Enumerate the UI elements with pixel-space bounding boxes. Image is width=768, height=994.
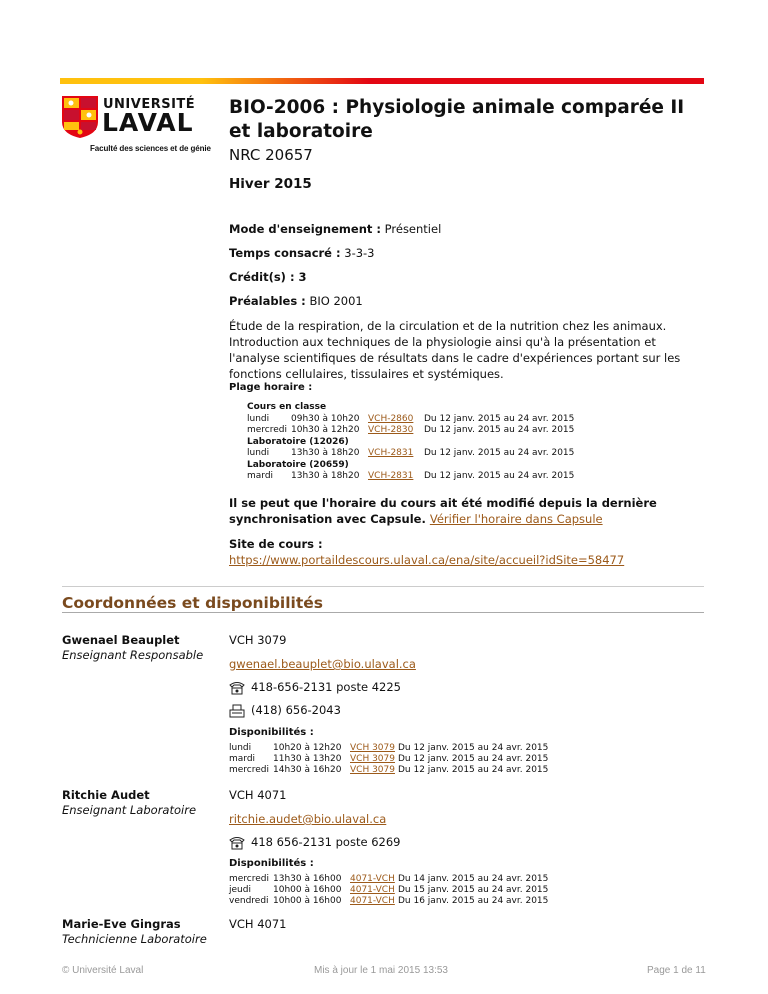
availability-room-link[interactable]: 4071-VCH xyxy=(350,896,395,906)
schedule-time: 13h30 à 18h20 xyxy=(291,448,360,458)
availability-row xyxy=(229,874,548,885)
fax-number: (418) 656-2043 xyxy=(251,703,341,717)
mode-value: Présentiel xyxy=(384,222,442,236)
availability-period: Du 12 janv. 2015 au 24 avr. 2015 xyxy=(398,743,549,753)
availability-row xyxy=(229,743,548,754)
schedule-room-link[interactable]: VCH-2831 xyxy=(368,471,414,481)
schedule-day: mercredi xyxy=(247,425,288,435)
person-phone xyxy=(229,680,401,695)
prealables-field xyxy=(229,294,363,308)
availability-day: mercredi xyxy=(229,874,270,884)
availability-table xyxy=(229,874,548,907)
temps-label: Temps consacré : xyxy=(229,246,341,260)
divider xyxy=(62,612,704,613)
availability-time: 10h20 à 12h20 xyxy=(273,743,342,753)
availability-room-link[interactable]: VCH 3079 xyxy=(350,743,395,753)
schedule-time: 13h30 à 18h20 xyxy=(291,471,360,481)
availability-row xyxy=(229,765,548,776)
schedule-row xyxy=(247,471,574,483)
prealables-label: Préalables : xyxy=(229,294,306,308)
person-name: Ritchie Audet xyxy=(62,788,150,802)
availability-day: lundi xyxy=(229,743,252,753)
person-phone xyxy=(229,835,400,850)
logo-line2: LAVAL xyxy=(102,108,194,137)
availability-row xyxy=(229,754,548,765)
person-role: Enseignant Responsable xyxy=(62,648,204,662)
schedule-period: Du 12 janv. 2015 au 24 avr. 2015 xyxy=(424,413,575,424)
credits-label: Crédit(s) : 3 xyxy=(229,270,307,284)
availability-time: 10h00 à 16h00 xyxy=(273,885,342,895)
schedule-day: lundi xyxy=(247,448,270,458)
temps-field xyxy=(229,246,375,260)
availability-time: 13h30 à 16h00 xyxy=(273,874,342,884)
availability-time: 11h30 à 13h20 xyxy=(273,754,342,764)
person-name: Marie-Eve Gingras xyxy=(62,917,181,931)
check-capsule-link[interactable]: Vérifier l'horaire dans Capsule xyxy=(429,512,603,526)
universite-laval-logo xyxy=(62,94,222,160)
course-site-link[interactable]: https://www.portaildescours.ulaval.ca/ena/site/accueil?idSite=58477 xyxy=(229,553,625,567)
phone-number: 418 656-2131 poste 6269 xyxy=(251,835,401,849)
schedule-room-link[interactable]: VCH-2831 xyxy=(368,448,414,458)
crest-icon xyxy=(62,96,98,138)
availability-day: mercredi xyxy=(229,765,270,775)
availability-day: jeudi xyxy=(229,885,251,895)
person-role: Technicienne Laboratoire xyxy=(62,932,207,946)
mode-label: Mode d'enseignement : xyxy=(229,222,381,236)
availability-time: 14h30 à 16h20 xyxy=(273,765,342,775)
credits-field xyxy=(229,270,307,284)
person-name: Gwenael Beauplet xyxy=(62,633,180,647)
divider xyxy=(62,586,704,587)
footer-page-number: Page 1 de 11 xyxy=(647,965,706,976)
schedule-row xyxy=(247,425,574,437)
person-email-link[interactable]: ritchie.audet@bio.ulaval.ca xyxy=(229,812,387,826)
schedule-period: Du 12 janv. 2015 au 24 avr. 2015 xyxy=(424,448,575,458)
availability-period: Du 14 janv. 2015 au 24 avr. 2015 xyxy=(398,874,549,884)
availability-period: Du 12 janv. 2015 au 24 avr. 2015 xyxy=(398,765,549,775)
availability-room-link[interactable]: VCH 3079 xyxy=(350,765,395,775)
schedule-period: Du 12 janv. 2015 au 24 avr. 2015 xyxy=(424,471,575,481)
course-title: BIO-2006 : Physiologie animale comparée II et laboratoire xyxy=(229,97,685,142)
schedule-group: Laboratoire (20659) xyxy=(247,459,349,470)
availability-period: Du 15 janv. 2015 au 24 avr. 2015 xyxy=(398,885,549,895)
availability-day: vendredi xyxy=(229,896,269,906)
availability-period: Du 12 janv. 2015 au 24 avr. 2015 xyxy=(398,754,549,764)
schedule-label: Plage horaire : xyxy=(229,382,313,393)
schedule-room-link[interactable]: VCH-2860 xyxy=(368,413,414,424)
availability-label: Disponibilités : xyxy=(229,727,314,738)
site-label: Site de cours : xyxy=(229,537,323,551)
schedule-day: lundi xyxy=(247,413,270,424)
person-email-link[interactable]: gwenael.beauplet@bio.ulaval.ca xyxy=(229,657,416,671)
schedule-table xyxy=(247,402,574,483)
section-title: Coordonnées et disponibilités xyxy=(62,594,324,612)
person-office: VCH 4071 xyxy=(229,917,287,931)
header-color-bar xyxy=(60,78,704,84)
schedule-period: Du 12 janv. 2015 au 24 avr. 2015 xyxy=(424,425,575,435)
faculty-name: Faculté des sciences et de génie xyxy=(90,144,211,153)
availability-period: Du 16 janv. 2015 au 24 avr. 2015 xyxy=(398,896,549,906)
temps-value: 3-3-3 xyxy=(344,246,375,260)
course-session: Hiver 2015 xyxy=(229,176,312,192)
schedule-row xyxy=(247,414,574,426)
schedule-time: 09h30 à 10h20 xyxy=(291,413,360,424)
availability-row xyxy=(229,896,548,907)
person-office: VCH 4071 xyxy=(229,788,287,802)
person-office: VCH 3079 xyxy=(229,633,287,647)
course-description: Étude de la respiration, de la circulation et de la nutrition chez les animaux. Introduction aux techniques de la physiologie ainsi qu'à la présentation et l'analyse scientifiques de résultats dans le cadre d'expériences portant sur les fonctions cellulaires, tissulaires et systémiques. xyxy=(229,319,681,381)
phone-icon xyxy=(229,681,245,695)
availability-table xyxy=(229,743,548,776)
schedule-row xyxy=(247,448,574,460)
phone-icon xyxy=(229,836,245,850)
footer-copyright: © Université Laval xyxy=(62,965,144,976)
schedule-group: Cours en classe xyxy=(247,402,327,412)
schedule-time: 10h30 à 12h20 xyxy=(291,425,360,435)
schedule-room-link[interactable]: VCH-2830 xyxy=(368,425,414,435)
availability-day: mardi xyxy=(229,754,256,764)
availability-room-link[interactable]: 4071-VCH xyxy=(350,874,395,884)
availability-room-link[interactable]: 4071-VCH xyxy=(350,885,395,895)
availability-time: 10h00 à 16h00 xyxy=(273,896,342,906)
fax-icon xyxy=(229,704,245,718)
availability-row xyxy=(229,885,548,896)
availability-room-link[interactable]: VCH 3079 xyxy=(350,754,395,764)
course-nrc: NRC 20657 xyxy=(229,146,313,164)
phone-number: 418-656-2131 poste 4225 xyxy=(251,680,401,694)
logo-line1: UNIVERSITÉ xyxy=(103,97,196,112)
availability-label: Disponibilités : xyxy=(229,858,314,869)
footer-updated: Mis à jour le 1 mai 2015 13:53 xyxy=(314,965,448,976)
person-role: Enseignant Laboratoire xyxy=(62,803,197,817)
prealables-value: BIO 2001 xyxy=(309,294,363,308)
person-fax xyxy=(229,703,341,718)
warning-text: Il se peut que l'horaire du cours ait été modifié depuis la dernière synchronisation avec Capsule. xyxy=(229,496,657,526)
schedule-warning xyxy=(229,495,699,527)
schedule-day: mardi xyxy=(247,471,274,481)
mode-field xyxy=(229,222,441,236)
schedule-group: Laboratoire (12026) xyxy=(247,436,349,447)
